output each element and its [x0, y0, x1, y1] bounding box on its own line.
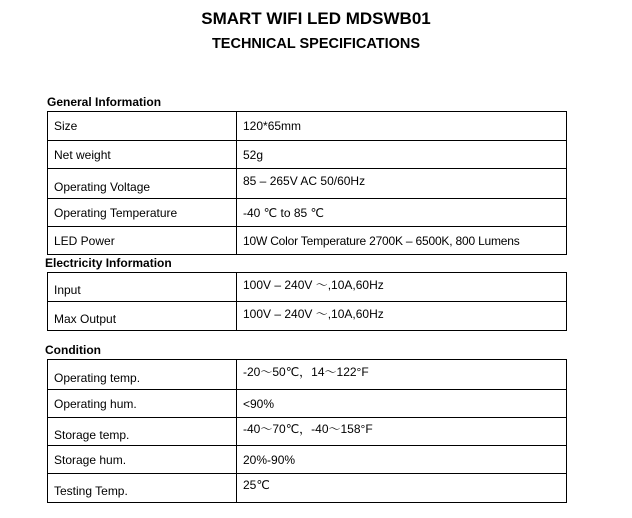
table-row	[48, 302, 567, 331]
table-row	[48, 360, 567, 390]
spec-value: <90%	[237, 390, 567, 418]
section-title-condition: Condition	[45, 343, 101, 357]
spec-value: 20%-90%	[237, 446, 567, 474]
table-row	[48, 227, 567, 255]
spec-label: Input	[48, 273, 237, 302]
spec-label: Operating Temperature	[48, 199, 237, 227]
table-row	[48, 112, 567, 141]
spec-value: -40 ℃ to 85 ℃	[237, 199, 567, 227]
condition-table	[47, 359, 567, 503]
table-row	[48, 418, 567, 446]
document-title: SMART WIFI LED MDSWB01	[201, 9, 431, 28]
spec-value: -20～50℃，14～122°F	[237, 360, 567, 390]
spec-label: Operating temp.	[48, 360, 237, 390]
spec-label: Max Output	[48, 302, 237, 331]
spec-value: -40～70℃，-40～158°F	[237, 418, 567, 446]
spec-value: 100V – 240V ～,10A,60Hz	[237, 302, 567, 331]
general-information-table	[47, 111, 567, 255]
table-row	[48, 273, 567, 302]
table-row	[48, 169, 567, 199]
table-row	[48, 474, 567, 503]
spec-value: 100V – 240V ～,10A,60Hz	[237, 273, 567, 302]
spec-label: Storage hum.	[48, 446, 237, 474]
spec-label: Operating hum.	[48, 390, 237, 418]
spec-label: LED Power	[48, 227, 237, 255]
electricity-information-table	[47, 272, 567, 331]
section-title-general-information: General Information	[47, 95, 162, 109]
table-row	[48, 446, 567, 474]
section-title-electricity-information: Electricity Information	[45, 256, 172, 270]
spec-label: Operating Voltage	[48, 169, 237, 199]
spec-value: 10W Color Temperature 2700K – 6500K, 800 Lumens	[237, 227, 567, 255]
spec-value: 120*65mm	[237, 112, 567, 141]
spec-value: 52g	[237, 141, 567, 169]
spec-value: 85 – 265V AC 50/60Hz	[237, 169, 567, 199]
spec-label: Storage temp.	[48, 418, 237, 446]
spec-value: 25℃	[237, 474, 567, 503]
document-subtitle: TECHNICAL SPECIFICATIONS	[211, 36, 421, 52]
spec-label: Net weight	[48, 141, 237, 169]
table-row	[48, 390, 567, 418]
table-row	[48, 141, 567, 169]
spec-label: Testing Temp.	[48, 474, 237, 503]
table-row	[48, 199, 567, 227]
spec-label: Size	[48, 112, 237, 141]
